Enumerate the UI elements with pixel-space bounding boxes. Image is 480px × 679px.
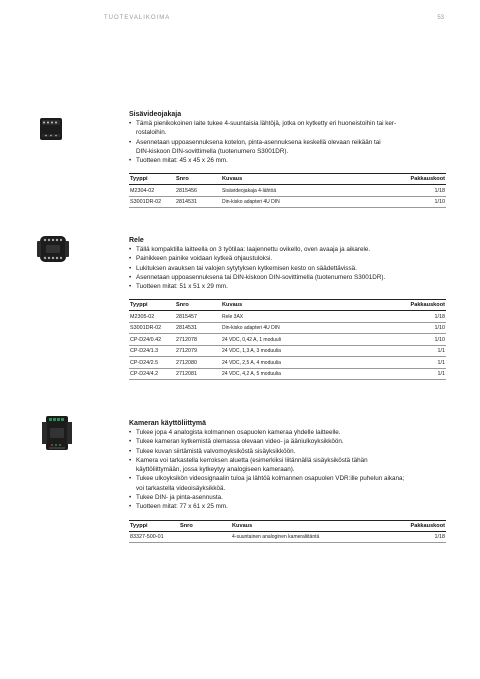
col-desc: Kuvaus	[221, 174, 386, 185]
cell-snro: 2712078	[175, 334, 221, 346]
cell-type: CP-D24/0.42	[129, 334, 175, 346]
section-title: Kameran käyttöliittymä	[129, 420, 207, 427]
cell-desc: Rele 3AX	[221, 311, 386, 323]
cell-type: M2305-02	[129, 311, 175, 323]
feature-item: • Tuotteen mitat: 51 x 51 x 29 mm.	[129, 282, 446, 291]
feature-item: • Tämä pienikokoinen laite tukee 4-suuntaisia lähtöjä, jotka on kytketty eri huoneistoihin tai ker-	[129, 119, 446, 128]
section-camera-interface	[129, 420, 446, 543]
cell-snro: 2815456	[175, 185, 221, 197]
table-header-row	[129, 520, 446, 531]
running-title: TUOTEVALIKOIMA	[104, 15, 171, 21]
feature-item-continuation: voi tarkastella videoisäyksikköä.	[136, 484, 226, 492]
table-row	[129, 185, 446, 197]
feature-item-continuation: rostaloihin.	[136, 129, 167, 137]
feature-list	[129, 119, 446, 165]
feature-item: • Lukituksen avauksen tai valojen sytytyksen kytkemisen kesto on säädettävissä.	[129, 264, 446, 273]
cell-desc: 24 VDC, 2,5 A, 4 moduulia	[221, 357, 386, 369]
page-number: 53	[437, 15, 444, 21]
cell-pack: 1/1	[386, 357, 446, 369]
product-table	[129, 299, 446, 380]
cell-snro: 2712080	[175, 357, 221, 369]
feature-item-continuation: DIN-kiskoon DIN-sovittimella (tuotenumero S3001DR).	[136, 147, 289, 155]
cell-pack: 1/10	[386, 334, 446, 346]
col-pack: Pakkauskoot	[386, 520, 446, 531]
col-type: Tyyppi	[129, 300, 175, 311]
cell-pack: 1/18	[386, 185, 446, 197]
camera-interface-image	[40, 414, 74, 457]
cell-pack: 1/18	[386, 311, 446, 323]
feature-list	[129, 245, 446, 291]
feature-item: • Tukee jopa 4 analogista kolmannen osapuolen kameraa yhdelle laitteelle.	[129, 428, 446, 437]
feature-item: • Kamera voi tarkastella kerroksen aluetta (esimerkiksi liitännällä sisäyksiköstä tähän	[129, 456, 446, 465]
cell-pack: 1/1	[386, 368, 446, 380]
feature-list	[129, 428, 446, 512]
feature-item: • Tukee kameran kytkemistä olemassa olevaan video- ja ääniulkoyksikköön.	[129, 437, 446, 446]
cell-desc: 24 VDC, 4,2 A, 5 moduulia	[221, 368, 386, 380]
product-table	[129, 520, 446, 544]
video-splitter-image	[38, 116, 64, 147]
cell-desc: 24 VDC, 1,3 A, 3 moduulia	[221, 345, 386, 357]
table-row	[129, 322, 446, 334]
cell-snro: 2712079	[175, 345, 221, 357]
section-video-splitter	[129, 111, 446, 208]
table-row	[129, 345, 446, 357]
cell-type: M2304-02	[129, 185, 175, 197]
cell-snro: 2815457	[175, 311, 221, 323]
feature-item-continuation: käyttöliittymään, jossa kytkeytyy analogiseen kameraan).	[136, 466, 295, 474]
feature-item: • Tukee kuvan siirtämistä valvomoyksiköstä sisäyksikköön.	[129, 447, 446, 456]
cell-pack: 1/18	[386, 531, 446, 543]
col-snro: Snro	[175, 300, 221, 311]
table-row	[129, 368, 446, 380]
cell-desc: Sisävideojakaja 4-lähtöä	[221, 185, 386, 197]
cell-desc: 24 VDC, 0,42 A, 1 moduuli	[221, 334, 386, 346]
cell-desc: Din-kisko adapteri 4U DIN	[221, 196, 386, 208]
cell-type: CP-D24/4.2	[129, 368, 175, 380]
col-desc: Kuvaus	[231, 520, 386, 531]
cell-snro	[179, 531, 231, 543]
table-header-row	[129, 300, 446, 311]
table-row	[129, 531, 446, 543]
table-row	[129, 357, 446, 369]
feature-item: • Asennetaan uppoasennuksena tai DIN-kiskoon DIN-sovittimella (tuotenumero S3001DR).	[129, 273, 446, 282]
feature-item: • Tuotteen mitat: 77 x 61 x 25 mm.	[129, 502, 446, 511]
cell-desc: 4-suuntainen analoginen kameraliitäntä	[231, 531, 386, 543]
cell-type: 83327-500-01	[129, 531, 179, 543]
feature-item: • Tällä kompaktilla laitteella on 3 työtilaa: laajennettu ovikello, oven avaaja ja aikarele.	[129, 245, 446, 254]
table-row	[129, 311, 446, 323]
section-title: Rele	[129, 237, 144, 244]
cell-type: S3001DR-02	[129, 322, 175, 334]
table-row	[129, 334, 446, 346]
feature-item: • Painikkeen painike voidaan kytkeä ohjaustuloksi.	[129, 254, 446, 263]
cell-pack: 1/10	[386, 196, 446, 208]
cell-type: CP-D24/2.5	[129, 357, 175, 369]
cell-type: S3001DR-02	[129, 196, 175, 208]
col-pack: Pakkauskoot	[386, 300, 446, 311]
table-header-row	[129, 174, 446, 185]
feature-item: • Tukee DIN- ja pinta-asennusta.	[129, 493, 446, 502]
relay-image	[36, 232, 70, 271]
col-snro: Snro	[179, 520, 231, 531]
col-type: Tyyppi	[129, 174, 175, 185]
section-relay	[129, 237, 446, 380]
product-table	[129, 173, 446, 208]
cell-pack: 1/1	[386, 345, 446, 357]
cell-pack: 1/10	[386, 322, 446, 334]
cell-snro: 2814531	[175, 322, 221, 334]
feature-item: • Tuotteen mitat: 45 x 45 x 26 mm.	[129, 156, 446, 165]
cell-snro: 2712081	[175, 368, 221, 380]
col-desc: Kuvaus	[221, 300, 386, 311]
cell-desc: Din-kisko adapteri 4U DIN	[221, 322, 386, 334]
table-row	[129, 196, 446, 208]
cell-type: CP-D24/1.3	[129, 345, 175, 357]
col-type: Tyyppi	[129, 520, 179, 531]
feature-item: • Tukee ulkoyksikön videosignaalin tuloa ja lähtöä kolmannen osapuolen VDR:ille puhelun aikana;	[129, 474, 446, 483]
col-pack: Pakkauskoot	[386, 174, 446, 185]
col-snro: Snro	[175, 174, 221, 185]
feature-item: • Asennetaan uppoasennuksena kotelon, pinta-asennuksena keskellä olevaan reikään tai	[129, 138, 446, 147]
section-title: Sisävideojakaja	[129, 111, 182, 118]
cell-snro: 2814531	[175, 196, 221, 208]
